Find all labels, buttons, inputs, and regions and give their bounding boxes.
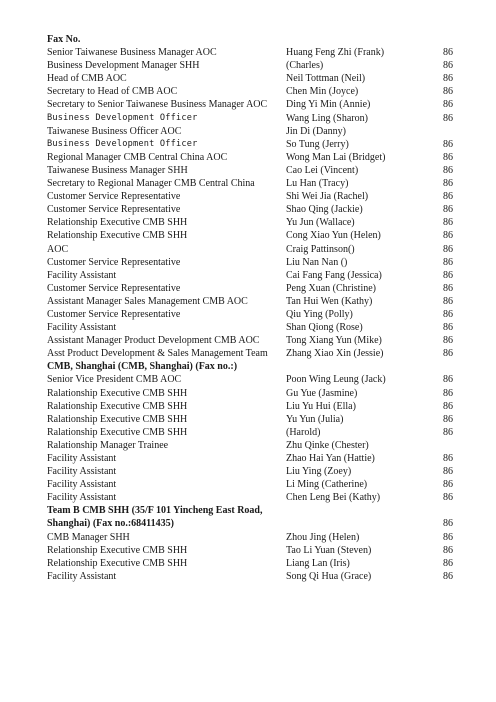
country-code: 86: [443, 453, 453, 464]
job-title: Ralationship Executive CMB SHH: [47, 413, 188, 425]
contact-name: Wang Ling (Sharon): [286, 112, 368, 124]
country-code: 86: [443, 86, 453, 98]
country-code: 86: [443, 557, 453, 569]
contact-name: Cong Xiao Yun (Helen): [286, 230, 381, 242]
contact-name: Shan Qiong (Rose): [286, 322, 363, 334]
country-code: 86: [443, 138, 453, 150]
contact-row: [47, 72, 452, 85]
contact-row: [47, 98, 452, 111]
fax-header: [47, 33, 452, 46]
contact-name: Gu Yue (Jasmine): [286, 387, 358, 399]
contact-row: [47, 478, 452, 491]
job-title: Facility Assistant: [47, 570, 117, 582]
contact-name: Liu Ying (Zoey): [286, 466, 352, 478]
job-title: Ralationship Manager Trainee: [47, 439, 169, 451]
contact-name: Zhou Jing (Helen): [286, 531, 360, 543]
contact-row: [47, 557, 452, 570]
job-title: Customer Service Representative: [47, 256, 181, 268]
country-code: 86: [443, 269, 453, 281]
fax-header-label: Fax No.: [47, 34, 81, 45]
job-title: Customer Service Representative: [47, 282, 181, 294]
country-code: 86: [443, 413, 453, 425]
job-title: Relationship Executive CMB SHH: [47, 230, 188, 242]
country-code: 86: [443, 230, 453, 242]
country-code: 86: [443, 295, 453, 307]
contact-name: Shi Wei Jia (Rachel): [286, 191, 369, 203]
country-code: 86: [443, 73, 453, 85]
country-code: 86: [443, 112, 453, 124]
contact-name: Wong Man Lai (Bridget): [286, 151, 386, 163]
country-code: 86: [443, 191, 453, 203]
job-title: AOC: [47, 243, 69, 255]
contact-row: [47, 112, 452, 125]
contact-row: [47, 570, 452, 583]
job-title: Facility Assistant: [47, 479, 117, 491]
contact-row: [47, 151, 452, 164]
contact-row: [47, 46, 452, 59]
section-heading-line: Shanghai) (Fax no.:68411435): [47, 518, 174, 530]
contact-row: [47, 373, 452, 386]
contact-row: [47, 400, 452, 413]
contact-name: Tao Li Yuan (Steven): [286, 544, 372, 556]
contact-row: [47, 465, 452, 478]
country-code: 86: [443, 544, 453, 556]
contact-row: [47, 177, 452, 190]
contact-row: [47, 439, 452, 452]
contact-name: Li Ming (Catherine): [286, 479, 368, 491]
contact-name: Lu Han (Tracy): [286, 178, 349, 190]
job-title: Business Development Officer: [47, 112, 198, 123]
contact-name: Chen Min (Joyce): [286, 86, 359, 98]
contact-name: Yu Jun (Wallace): [286, 217, 355, 229]
job-title: Relationship Executive CMB SHH: [47, 544, 188, 556]
contact-row: [47, 256, 452, 269]
country-code: 86: [443, 99, 453, 111]
job-title: Facility Assistant: [47, 492, 117, 504]
job-title: Relationship Executive CMB SHH: [47, 557, 188, 569]
contact-name: Cao Lei (Vincent): [286, 164, 359, 176]
contact-row: [47, 269, 452, 282]
job-title: Assistant Manager Product Development CMB AOC: [47, 335, 260, 347]
contact-row: [47, 164, 452, 177]
job-title: Assistant Manager Sales Management CMB AOC: [47, 295, 248, 307]
contact-name: Zhu Qinke (Chester): [286, 439, 369, 451]
job-title: Customer Service Representative: [47, 191, 181, 203]
job-title: Ralationship Executive CMB SHH: [47, 400, 188, 412]
contact-row: [47, 295, 452, 308]
contact-name: Shao Qing (Jackie): [286, 204, 363, 216]
contact-row: [47, 347, 452, 360]
contact-row: [47, 321, 452, 334]
contact-name: Zhang Xiao Xin (Jessie): [286, 348, 384, 360]
contact-name: Ding Yi Min (Annie): [286, 99, 371, 111]
job-title: Customer Service Representative: [47, 308, 181, 320]
job-title: Facility Assistant: [47, 322, 117, 334]
job-title: Taiwanese Business Manager SHH: [47, 164, 188, 176]
job-title: Senior Taiwanese Business Manager AOC: [47, 47, 217, 59]
country-code: 86: [443, 374, 453, 386]
contact-row: [47, 491, 452, 504]
job-title: Head of CMB AOC: [47, 73, 127, 85]
country-code: 86: [443, 151, 453, 163]
contact-name: Tong Xiang Yun (Mike): [286, 335, 382, 347]
job-title: Business Development Officer: [47, 138, 198, 149]
contact-name: Jin Di (Danny): [286, 125, 346, 137]
job-title: Secretary to Head of CMB AOC: [47, 86, 178, 98]
country-code: 86: [443, 322, 453, 334]
job-title: Ralationship Executive CMB SHH: [47, 387, 188, 399]
section-heading-text: [47, 504, 262, 530]
country-code: 86: [443, 217, 453, 229]
contact-row: [47, 544, 452, 557]
contact-name: Liu Nan Nan (): [286, 256, 348, 268]
contact-row: [47, 531, 452, 544]
contact-name: Liang Lan (Iris): [286, 557, 350, 569]
section-heading-line: Team B CMB SHH (35/F 101 Yincheng East Road,: [47, 505, 263, 517]
job-title: Customer Service Representative: [47, 204, 181, 216]
job-title: Facility Assistant: [47, 453, 117, 464]
country-code: 86: [443, 256, 453, 268]
job-title: Facility Assistant: [47, 466, 117, 478]
country-code: 86: [443, 531, 453, 543]
job-title: Taiwanese Business Officer AOC: [47, 125, 182, 137]
contact-name: (Charles): [286, 60, 324, 72]
section-heading: [47, 504, 452, 530]
country-code: 86: [443, 243, 453, 255]
job-title: Asst Product Development & Sales Management Team: [47, 348, 268, 360]
country-code: 86: [443, 492, 453, 504]
section-heading: [47, 360, 452, 373]
contact-row: [47, 452, 452, 465]
country-code: 86: [443, 400, 453, 412]
contact-name: Poon Wing Leung (Jack): [286, 374, 386, 386]
contact-name: Liu Yu Hui (Ella): [286, 400, 356, 412]
job-title: Relationship Executive CMB SHH: [47, 217, 188, 229]
country-code: 86: [443, 178, 453, 190]
country-code: 86: [443, 308, 453, 320]
contact-list: [47, 33, 452, 583]
job-title: CMB Manager SHH: [47, 531, 130, 543]
job-title: Secretary to Senior Taiwanese Business Manager AOC: [47, 99, 268, 111]
contact-name: Tan Hui Wen (Kathy): [286, 295, 373, 307]
job-title: Senior Vice President CMB AOC: [47, 374, 182, 386]
contact-row: [47, 413, 452, 426]
country-code: 86: [443, 387, 453, 399]
contact-name: Qiu Ying (Polly): [286, 308, 353, 320]
contact-name: Neil Tottman (Neil): [286, 73, 366, 85]
contact-row: [47, 216, 452, 229]
country-code: 86: [443, 47, 453, 59]
contact-row: [47, 203, 452, 216]
contact-name: Peng Xuan (Christine): [286, 282, 376, 294]
contact-row: [47, 308, 452, 321]
country-code: 86: [443, 282, 453, 294]
contact-row: [47, 387, 452, 400]
contact-name: Yu Yun (Julia): [286, 413, 344, 425]
contact-row: [47, 59, 452, 72]
country-code: 86: [443, 570, 453, 582]
job-title: Secretary to Regional Manager CMB Central China: [47, 178, 255, 190]
contact-name: Craig Pattinson(): [286, 243, 355, 255]
contact-name: Song Qi Hua (Grace): [286, 570, 372, 582]
country-code: 86: [443, 518, 453, 530]
contact-row: [47, 85, 452, 98]
country-code: 86: [443, 335, 453, 347]
country-code: 86: [443, 60, 453, 72]
contact-name: Cai Fang Fang (Jessica): [286, 269, 382, 281]
contact-row: [47, 334, 452, 347]
contact-name: Chen Leng Bei (Kathy): [286, 492, 381, 504]
contact-name: Zhao Hai Yan (Hattie): [286, 453, 375, 464]
country-code: 86: [443, 204, 453, 216]
contact-row: [47, 426, 452, 439]
country-code: 86: [443, 479, 453, 491]
country-code: 86: [443, 466, 453, 478]
contact-row: [47, 138, 452, 151]
contact-name: So Tung (Jerry): [286, 138, 349, 150]
contact-row: [47, 243, 452, 256]
contact-name: Huang Feng Zhi (Frank): [286, 47, 385, 59]
country-code: 86: [443, 164, 453, 176]
country-code: 86: [443, 426, 453, 438]
job-title: Business Development Manager SHH: [47, 60, 200, 72]
country-code: 86: [443, 348, 453, 360]
contact-row: [47, 282, 452, 295]
contact-row: [47, 190, 452, 203]
section-heading-text: CMB, Shanghai (CMB, Shanghai) (Fax no.:): [47, 361, 238, 373]
contact-row: [47, 125, 452, 138]
contact-name: (Harold): [286, 426, 321, 438]
contact-row: [47, 229, 452, 242]
job-title: Regional Manager CMB Central China AOC: [47, 151, 228, 163]
job-title: Facility Assistant: [47, 269, 117, 281]
job-title: Ralationship Executive CMB SHH: [47, 426, 188, 438]
